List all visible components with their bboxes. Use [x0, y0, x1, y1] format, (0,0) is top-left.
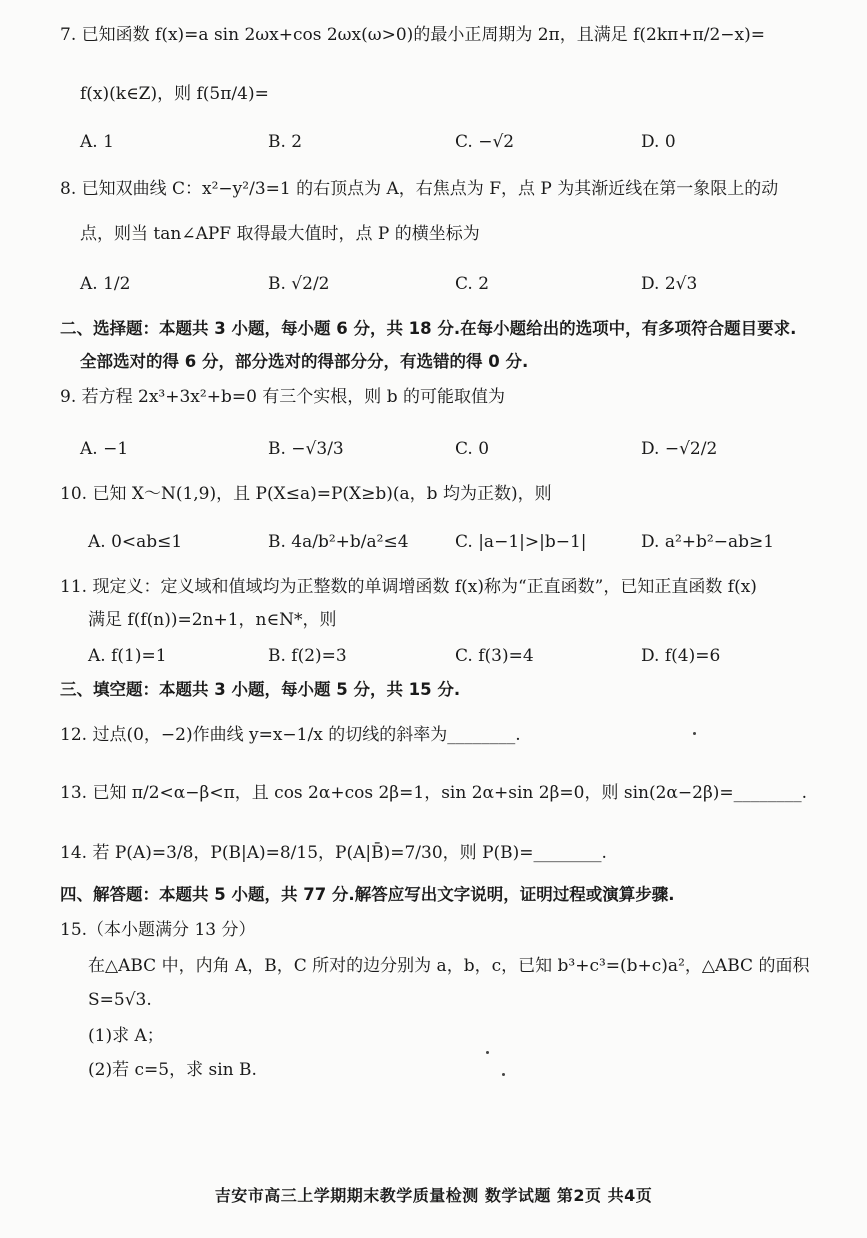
section3-heading: 三、填空题：本题共 3 小题，每小题 5 分，共 15 分. [60, 680, 461, 699]
q8-option-b: B. √2/2 [268, 274, 330, 294]
q11-option-b: B. f(2)=3 [268, 646, 347, 666]
q9-line1: 9. 若方程 2x³+3x²+b=0 有三个实根，则 b 的可能取值为 [60, 387, 505, 407]
section2-heading: 二、选择题：本题共 3 小题，每小题 6 分，共 18 分.在每小题给出的选项中，有多项符合题目要求. [60, 319, 797, 338]
q7-option-b: B. 2 [268, 132, 303, 152]
q9-option-a: A. −1 [80, 439, 129, 459]
q8-option-c: C. 2 [455, 274, 490, 294]
q11-line2: 满足 f(f(n))=2n+1，n∈N*，则 [88, 610, 337, 630]
section2-note: 全部选对的得 6 分，部分选对的得部分分，有选错的得 0 分. [80, 352, 529, 371]
q15-line2: 在△ABC 中，内角 A，B，C 所对的边分别为 a，b，c，已知 b³+c³=(b+c)a²，△ABC 的面积 [88, 956, 810, 976]
q7-line1: 7. 已知函数 f(x)=a sin 2ωx+cos 2ωx(ω>0)的最小正周期为 2π，且满足 f(2kπ+π/2−x)= [60, 25, 765, 45]
q10-option-b: B. 4a/b²+b/a²≤4 [268, 532, 409, 552]
q11-option-d: D. f(4)=6 [641, 646, 721, 666]
scan-speck [486, 1051, 489, 1054]
q14-line1: 14. 若 P(A)=3/8，P(B|A)=8/15，P(A|B̄)=7/30，则 P(B)=________. [60, 843, 607, 863]
scan-speck [693, 732, 696, 735]
q15-part2: (2)若 c=5，求 sin B. [88, 1060, 257, 1080]
q10-line1: 10. 已知 X～N(1,9)，且 P(X≤a)=P(X≥b)(a，b 均为正数)，则 [60, 484, 552, 504]
q7-option-d: D. 0 [641, 132, 676, 152]
q9-option-c: C. 0 [455, 439, 490, 459]
q10-option-a: A. 0<ab≤1 [88, 532, 183, 552]
q10-option-d: D. a²+b²−ab≥1 [641, 532, 775, 552]
q12-line1: 12. 过点(0，−2)作曲线 y=x−1/x 的切线的斜率为________. [60, 725, 521, 745]
q11-option-a: A. f(1)=1 [88, 646, 167, 666]
q8-line2: 点，则当 tan∠APF 取得最大值时，点 P 的横坐标为 [80, 224, 480, 244]
q7-option-a: A. 1 [80, 132, 114, 152]
q10-option-c: C. |a−1|>|b−1| [455, 532, 587, 552]
q11-line1: 11. 现定义：定义域和值域均为正整数的单调增函数 f(x)称为“正直函数”，已知正直函数 f(x) [60, 577, 757, 597]
q15-line1: 15.（本小题满分 13 分） [60, 920, 256, 940]
page-footer: 吉安市高三上学期期末教学质量检测 数学试题 第2页 共4页 [214, 1186, 653, 1205]
q7-line2: f(x)(k∈Z)，则 f(5π/4)= [80, 84, 269, 104]
q13-line1: 13. 已知 π/2<α−β<π，且 cos 2α+cos 2β=1，sin 2α+sin 2β=0，则 sin(2α−2β)=________. [60, 783, 808, 803]
q15-line3: S=5√3. [88, 990, 152, 1010]
q8-line1: 8. 已知双曲线 C：x²−y²/3=1 的右顶点为 A，右焦点为 F，点 P 为其渐近线在第一象限上的动 [60, 179, 779, 199]
q8-option-a: A. 1/2 [80, 274, 131, 294]
q7-option-c: C. −√2 [455, 132, 515, 152]
q15-part1: (1)求 A； [88, 1026, 164, 1046]
q8-option-d: D. 2√3 [641, 274, 698, 294]
q9-option-d: D. −√2/2 [641, 439, 718, 459]
q9-option-b: B. −√3/3 [268, 439, 344, 459]
q11-option-c: C. f(3)=4 [455, 646, 534, 666]
section4-heading: 四、解答题：本题共 5 小题，共 77 分.解答应写出文字说明，证明过程或演算步骤. [60, 885, 675, 904]
scan-speck [502, 1073, 505, 1076]
